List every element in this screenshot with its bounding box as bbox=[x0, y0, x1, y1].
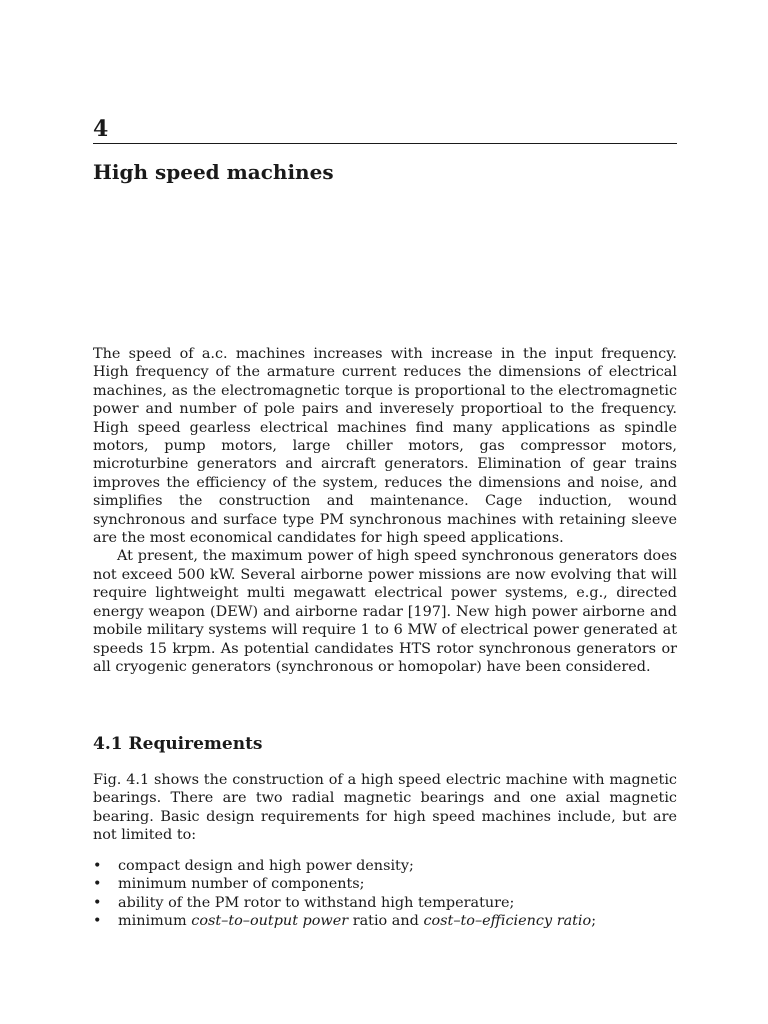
bullet-icon: • bbox=[93, 913, 102, 930]
bullet-icon: • bbox=[93, 894, 102, 911]
list-item bbox=[93, 875, 677, 893]
requirements-list bbox=[93, 857, 677, 931]
chapter-title: High speed machines bbox=[93, 160, 334, 184]
requirements-paragraph: Fig. 4.1 shows the construction of a high speed electric machine with magnetic bearings. There are two radial magnetic bearings and one axial magnetic bearing. Basic design requirements for high speed machines include, but are not limited to: bbox=[93, 772, 677, 844]
section-heading: 4.1 Requirements bbox=[93, 734, 263, 754]
intro-text bbox=[93, 345, 677, 676]
intro-paragraph-2: At present, the maximum power of high speed synchronous generators does not exceed 500 kW. Several airborne power missions are now evolving that will require lightweight multi megawatt electrical power systems, e.g., directed energy weapon (DEW) and airborne radar [197]. New high power airborne and mobile military systems will require 1 to 6 MW of electrical power generated at speeds 15 krpm. As potential candidates HTS rotor synchronous generators or all cryogenic generators (synchronous or homopolar) have been considered. bbox=[93, 548, 677, 675]
list-item-text: compact design and high power density; bbox=[118, 858, 414, 874]
bullet-icon: • bbox=[93, 876, 102, 893]
list-item-text-pre: minimum bbox=[118, 913, 192, 930]
list-item bbox=[93, 894, 677, 912]
bullet-icon: • bbox=[93, 858, 102, 874]
chapter-number: 4 bbox=[93, 116, 109, 142]
requirements-text bbox=[93, 771, 677, 845]
intro-paragraph-1: The speed of a.c. machines increases with increase in the input frequency. High frequency of the armature current reduces the dimensions of electrical machines, as the electromagnetic torque is proportional to the electromagnetic power and number of pole pairs and inveresely proportioal to the frequency. High speed gearless electrical machines find many applications as spindle motors, pump motors, large chiller motors, gas compressor motors, microturbine generators and aircraft generators. Elimination of gear trains improves the efficiency of the system, reduces the dimensions and noise, and simplifies the construction and maintenance. Cage induction, wound synchronous and surface type PM synchronous machines with retaining sleeve are the most economical candidates for high speed applications. bbox=[93, 346, 677, 547]
chapter-rule bbox=[93, 143, 677, 144]
list-item-emphasis-1: cost–to–output power bbox=[191, 913, 349, 930]
list-item-emphasis-2: cost–to–efficiency ratio bbox=[423, 913, 592, 930]
list-item bbox=[93, 857, 677, 875]
list-item bbox=[93, 912, 677, 930]
list-item-text-mid: ratio and bbox=[348, 913, 424, 930]
list-item-text: ability of the PM rotor to withstand high temperature; bbox=[118, 894, 515, 911]
list-item-text-post: ; bbox=[591, 913, 597, 930]
list-item-text: minimum number of components; bbox=[118, 876, 365, 893]
